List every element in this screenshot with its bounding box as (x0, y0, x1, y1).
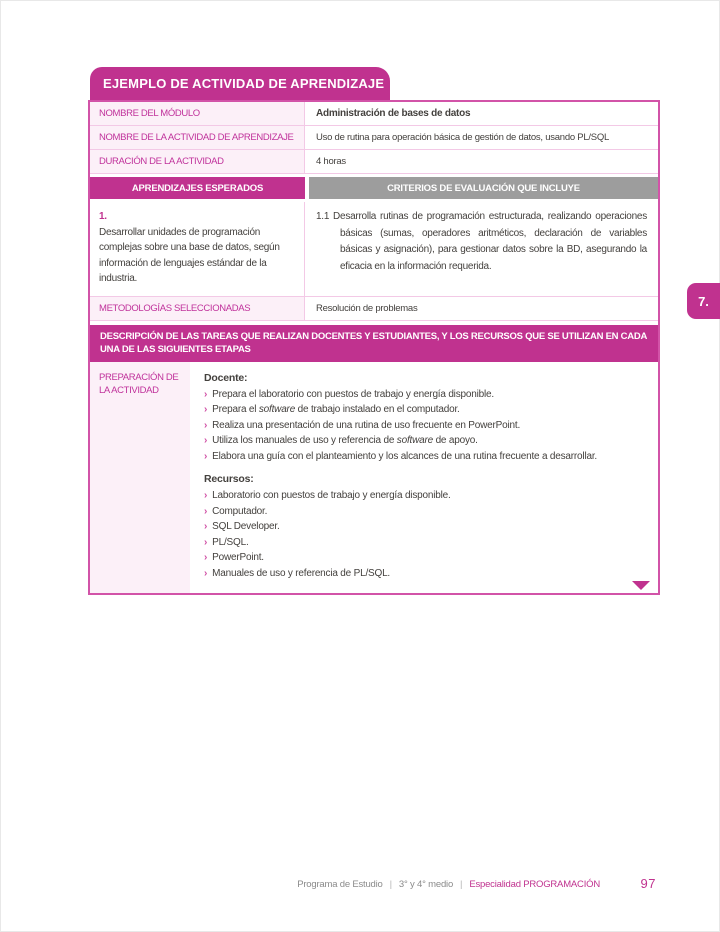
bullet-icon: › (204, 419, 208, 431)
page-title (90, 67, 390, 100)
list-item (204, 550, 646, 566)
methodology-label: METODOLOGÍAS SELECCIONADAS (90, 297, 305, 320)
preparation-label: PREPARACIÓN DE LA ACTIVIDAD (90, 362, 190, 594)
description-banner: DESCRIPCIÓN DE LAS TAREAS QUE REALIZAN DOCENTES Y ESTUDIANTES, Y LOS RECURSOS QUE SE UTILIZAN EN CADA UNA DE LAS SIGUIENTES ETAPAS (90, 325, 658, 362)
section-tab-number: 7. (698, 293, 709, 309)
footer (297, 879, 600, 890)
learning-text: Desarrollar unidades de programación complejas sobre una base de datos, según información de lenguajes estándar de la industria. (99, 226, 280, 284)
footer-separator: | (389, 879, 392, 890)
evaluation-criteria-header: CRITERIOS DE EVALUACIÓN QUE INCLUYE (309, 177, 658, 199)
learning-number: 1. (99, 211, 107, 222)
list-item (204, 488, 646, 504)
list-item-text: Utiliza los manuales de uso y referencia de software de apoyo. (212, 435, 478, 446)
list-item-text: SQL Developer. (212, 521, 280, 532)
list-item-text: Manuales de uso y referencia de PL/SQL. (212, 567, 391, 579)
recursos-heading: Recursos: (204, 473, 254, 485)
list-item-text: Prepara el software de trabajo instalado en el computador. (212, 404, 460, 415)
bullet-icon: › (204, 521, 208, 532)
module-name-row (90, 102, 658, 126)
duration-row (90, 150, 658, 174)
list-item (204, 519, 646, 535)
duration-label: DURACIÓN DE LA ACTIVIDAD (90, 150, 305, 173)
bullet-icon: › (204, 435, 208, 446)
list-item (204, 535, 646, 551)
page-number: 97 (640, 876, 656, 891)
bullet-icon: › (204, 552, 208, 563)
expected-learning-header: APRENDIZAJES ESPERADOS (90, 177, 305, 199)
activity-table (88, 100, 660, 595)
list-item-text: PowerPoint. (212, 552, 264, 563)
evaluation-criteria-cell (305, 202, 658, 296)
list-item-text: Prepara el laboratorio con puestos de trabajo y energía disponible. (212, 388, 494, 400)
list-item (204, 418, 646, 434)
footer-program: Programa de Estudio (297, 879, 383, 890)
footer-specialty: Especialidad PROGRAMACIÓN (469, 879, 600, 890)
column-headers-row (90, 177, 658, 199)
list-item (204, 433, 646, 449)
bullet-icon: › (204, 536, 208, 548)
activity-name-label: NOMBRE DE LA ACTIVIDAD DE APRENDIZAJE (90, 126, 305, 149)
module-name-label: NOMBRE DEL MÓDULO (90, 102, 305, 125)
bullet-icon: › (204, 450, 208, 462)
activity-name-row (90, 126, 658, 150)
list-item-text: PL/SQL. (212, 536, 249, 548)
duration-value: 4 horas (316, 156, 346, 167)
activity-name-value: Uso de rutina para operación básica de gestión de datos, usando PL/SQL (316, 132, 610, 143)
bullet-icon: › (204, 567, 208, 579)
page-title-label: EJEMPLO DE ACTIVIDAD DE APRENDIZAJE (103, 76, 385, 91)
methodology-value: Resolución de problemas (316, 302, 418, 314)
list-item (204, 566, 646, 582)
list-item-text: Elabora una guía con el planteamiento y los alcances de una rutina frecuente a desarrollar. (212, 450, 597, 462)
list-item (204, 504, 646, 520)
expected-learning-cell (90, 202, 305, 296)
list-item (204, 387, 646, 403)
criteria-text: 1.1 Desarrolla rutinas de programación estructurada, realizando operaciones básicas (sumas, operadores aritméticos, declaración de variables básicas y asignación), para gestionar datos sobre la BD, asegurando la eficacia en la información requerida. (316, 211, 647, 272)
footer-level: 3° y 4° medio (398, 879, 454, 890)
bullet-icon: › (204, 404, 208, 415)
docente-heading: Docente: (204, 371, 248, 384)
bullet-icon: › (204, 505, 208, 517)
list-item (204, 402, 646, 418)
list-item-text: Laboratorio con puestos de trabajo y energía disponible. (212, 490, 451, 501)
list-item-text: Computador. (212, 505, 268, 517)
section-tab (687, 283, 720, 319)
module-name-value: Administración de bases de datos (316, 108, 471, 119)
recursos-list (204, 488, 646, 581)
learning-criteria-row (90, 202, 658, 297)
list-item-text: Realiza una presentación de una rutina de uso frecuente en PowerPoint. (212, 419, 521, 431)
continuation-arrow-icon (632, 581, 650, 590)
methodology-row (90, 297, 658, 321)
preparation-row (90, 362, 658, 594)
docente-list (204, 387, 646, 465)
footer-separator: | (460, 879, 463, 890)
preparation-content (190, 362, 658, 594)
list-item (204, 449, 646, 465)
bullet-icon: › (204, 490, 208, 501)
bullet-icon: › (204, 388, 208, 400)
